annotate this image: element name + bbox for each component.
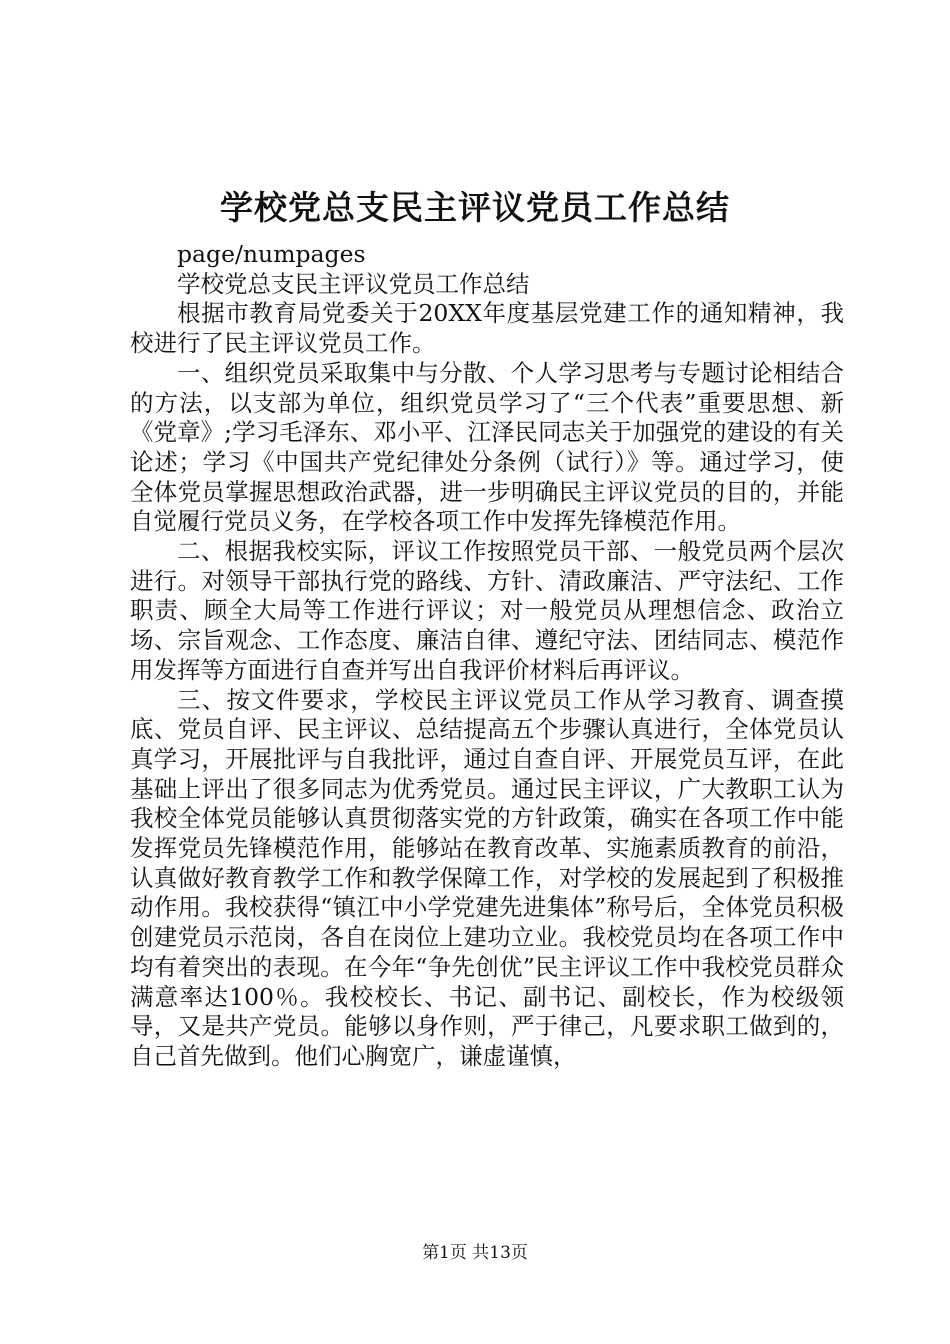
paragraph-intro: 根据市教育局党委关于20XX年度基层党建工作的通知精神，我校进行了民主评议党员工作。	[130, 299, 844, 358]
paragraph-section-2: 二、根据我校实际，评议工作按照党员干部、一般党员两个层次进行。对领导干部执行党的路线、方针、清政廉洁、严守法纪、工作职责、顾全大局等工作进行评议；对一般党员从理想信念、政治立场、宗旨观念、工作态度、廉洁自律、遵纪守法、团结同志、模范作用发挥等方面进行自查并写出自我评价材料后再评议。	[130, 537, 844, 684]
document-title: 学校党总支民主评议党员工作总结	[220, 188, 730, 227]
page-number-footer: 第1页 共13页	[422, 1243, 528, 1263]
paragraph-section-3: 三、按文件要求，学校民主评议党员工作从学习教育、调查摸底、党员自评、民主评议、总结提高五个步骤认真进行，全体党员认真学习，开展批评与自我批评，通过自查自评、开展党员互评，在此基础上评出了很多同志为优秀党员。通过民主评议，广大教职工认为我校全体党员能够认真贯彻落实党的方针政策，确实在各项工作中能发挥党员先锋模范作用，能够站在教育改革、实施素质教育的前沿，认真做好教育教学工作和教学保障工作，对学校的发展起到了积极推动作用。我校获得“镇江中小学党建先进集体”称号后，全体党员积极创建党员示范岗，各自在岗位上建功立业。我校党员均在各项工作中均有着突出的表现。在今年“争先创优”民主评议工作中我校党员群众满意率达100％。我校校长、书记、副书记、副校长，作为校级领导，又是共产党员。能够以身作则，严于律己，凡要求职工做到的，自己首先做到。他们心胸宽广，谦虚谨慎，	[130, 685, 844, 1070]
paragraph-subtitle: 学校党总支民主评议党员工作总结	[177, 269, 530, 298]
document-body	[130, 240, 844, 1072]
paragraph-page-field: page/numpages	[177, 240, 366, 268]
paragraph-section-1: 一、组织党员采取集中与分散、个人学习思考与专题讨论相结合的方法，以支部为单位，组织党员学习了“三个代表”重要思想、新《党章》;学习毛泽东、邓小平、江泽民同志关于加强党的建设的有关论述；学习《中国共产党纪律处分条例（试行）》等。通过学习，使全体党员掌握思想政治武器，进一步明确民主评议党员的目的，并能自觉履行党员义务，在学校各项工作中发挥先锋模范作用。	[130, 358, 844, 536]
